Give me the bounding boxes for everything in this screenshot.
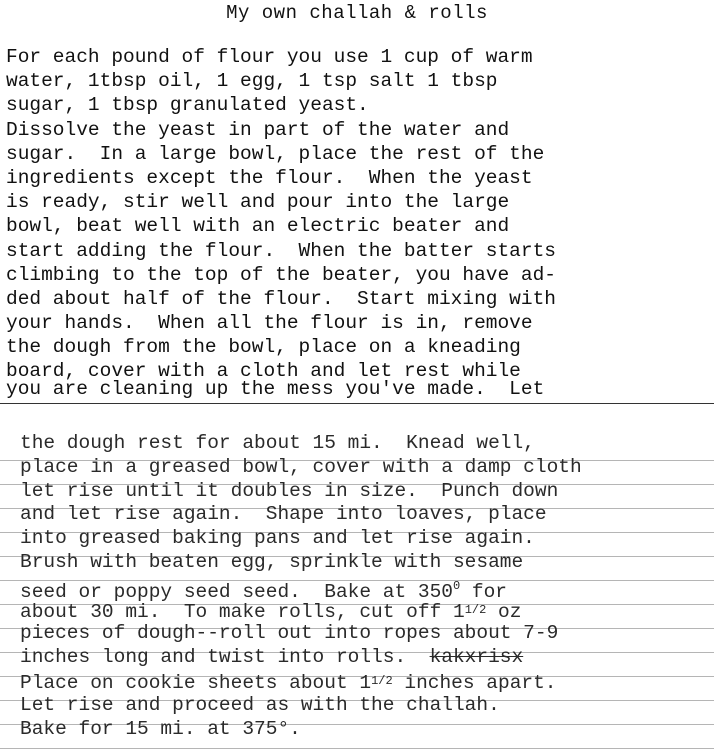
text-line: Brush with beaten egg, sprinkle with sesame bbox=[20, 550, 524, 573]
text-line: your hands. When all the flour is in, remove bbox=[6, 312, 533, 335]
text-line: bowl, beat well with an electric beater and bbox=[6, 215, 510, 238]
recipe-bottom-text bbox=[20, 432, 714, 741]
text-line bbox=[20, 670, 714, 694]
text-line: place in a greased bowl, cover with a damp cloth bbox=[20, 455, 582, 478]
text-line: into greased baking pans and let rise again. bbox=[20, 527, 535, 550]
text-line: you are cleaning up the mess you've made. Let bbox=[6, 378, 545, 401]
text-line: board, cover with a cloth and let rest while bbox=[6, 360, 521, 383]
text-line: sugar, 1 tbsp granulated yeast. bbox=[6, 94, 369, 117]
text-line: Dissolve the yeast in part of the water and bbox=[6, 118, 510, 141]
text-span: inches long and twist into rolls. bbox=[20, 646, 430, 669]
text-line: ded about half of the flour. Start mixing with bbox=[6, 287, 556, 310]
text-line bbox=[20, 646, 714, 670]
fraction: 1/2 bbox=[371, 673, 393, 688]
text-line: water, 1tbsp oil, 1 egg, 1 tsp salt 1 tbsp bbox=[6, 70, 498, 93]
text-line: and let rise again. Shape into loaves, place bbox=[20, 503, 547, 526]
text-span: oz bbox=[486, 600, 522, 623]
text-line: is ready, stir well and pour into the large bbox=[6, 191, 510, 214]
text-span: Place on cookie sheets about 1 bbox=[20, 671, 372, 694]
card-divider bbox=[0, 403, 714, 404]
text-line: Bake for 15 mi. at 375°. bbox=[20, 717, 301, 740]
text-line: Let rise and proceed as with the challah. bbox=[20, 693, 500, 716]
text-line bbox=[20, 575, 714, 603]
text-span: inches apart. bbox=[392, 671, 557, 694]
text-line: pieces of dough--roll out into ropes about 7-9 bbox=[20, 622, 559, 645]
text-line: start adding the flour. When the batter starts bbox=[6, 239, 556, 262]
text-span: for bbox=[460, 580, 507, 603]
ruled-line bbox=[0, 748, 714, 749]
text-line: the dough from the bowl, place on a kneading bbox=[6, 336, 521, 359]
text-line: climbing to the top of the beater, you have ad- bbox=[6, 263, 556, 286]
text-line: sugar. In a large bowl, place the rest of the bbox=[6, 142, 545, 165]
text-span: seed or poppy seed seed. Bake at 350 bbox=[20, 580, 453, 603]
text-line: the dough rest for about 15 mi. Knead well, bbox=[20, 432, 535, 454]
text-line: ingredients except the flour. When the yeast bbox=[6, 166, 533, 189]
fraction: 1/2 bbox=[464, 602, 487, 617]
recipe-top-text bbox=[6, 45, 712, 402]
degree-mark: 0 bbox=[452, 578, 461, 593]
text-line: For each pound of flour you use 1 cup of warm bbox=[6, 46, 533, 68]
text-line bbox=[20, 599, 714, 623]
text-line: let rise until it doubles in size. Punch down bbox=[20, 479, 559, 502]
recipe-title: My own challah & rolls bbox=[226, 2, 488, 24]
struck-text: kakxrisx bbox=[429, 646, 524, 669]
text-span: about 30 mi. To make rolls, cut off 1 bbox=[20, 600, 465, 623]
